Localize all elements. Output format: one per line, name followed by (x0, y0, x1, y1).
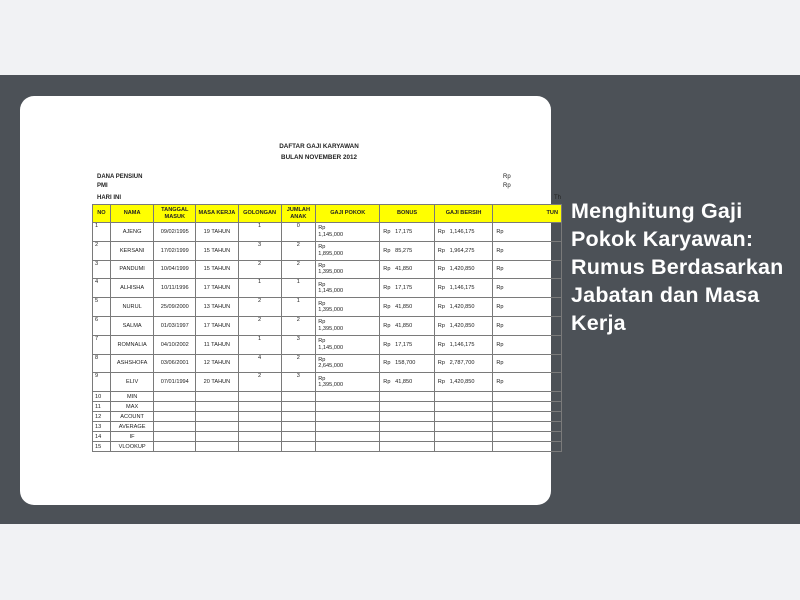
currency-label: Rp (437, 322, 445, 329)
currency-label: Rp (318, 356, 326, 363)
cell-empty (434, 422, 493, 432)
cell-gaji-pokok (316, 223, 380, 242)
cell-gaji-pokok (316, 373, 380, 392)
cell-empty (196, 442, 239, 452)
cell-gaji-bersih (434, 354, 493, 373)
cell-tanggal-masuk: 25/09/2000 (154, 298, 196, 317)
cell-no: 3 (93, 260, 111, 279)
cell-empty (154, 442, 196, 452)
summary-row (93, 442, 562, 452)
currency-label: Rp (437, 266, 445, 273)
cell-empty (316, 422, 380, 432)
cell-empty (238, 402, 281, 412)
sheet-title: DAFTAR GAJI KARYAWAN (279, 143, 359, 150)
currency-label: Rp (496, 322, 504, 329)
cell-bonus (380, 373, 435, 392)
cell-tanggal-masuk: 07/01/1994 (154, 373, 196, 392)
cell-golongan: 4 (238, 354, 281, 373)
bonus-value: 41,850 (395, 304, 413, 311)
cell-summary-label: AVERAGE (110, 422, 154, 432)
cell-empty (154, 422, 196, 432)
cell-jumlah-anak: 2 (281, 354, 316, 373)
cell-empty (434, 432, 493, 442)
cell-empty (493, 432, 562, 442)
currency-label: Rp (318, 244, 326, 251)
currency-label: Rp (318, 319, 326, 326)
sheet-period: BULAN NOVEMBER 2012 (281, 154, 357, 161)
cell-empty (281, 442, 316, 452)
cell-masa-kerja: 11 TAHUN (196, 335, 239, 354)
cell-masa-kerja: 17 TAHUN (196, 316, 239, 335)
cell-empty (154, 402, 196, 412)
cell-nama: ELIV (110, 373, 154, 392)
cell-gaji-pokok (316, 354, 380, 373)
cell-empty (196, 402, 239, 412)
table-row (93, 316, 562, 335)
gaji-pokok-value: 1,395,000 (318, 325, 344, 332)
bonus-value: 17,175 (395, 285, 413, 292)
gaji-bersih-value: 1,420,850 (449, 304, 475, 311)
gaji-bersih-value: 1,420,850 (449, 379, 475, 386)
cell-gaji-pokok (316, 279, 380, 298)
cell-gaji-bersih (434, 279, 493, 298)
currency-label: Rp (318, 300, 326, 307)
gaji-pokok-value: 2,645,000 (318, 363, 344, 370)
currency-label: Rp (496, 360, 504, 367)
cell-empty (493, 392, 562, 402)
summary-row (93, 412, 562, 422)
currency-label: Rp (383, 247, 391, 254)
cell-no: 9 (93, 373, 111, 392)
cell-tanggal-masuk: 03/06/2001 (154, 354, 196, 373)
cell-no: 2 (93, 241, 111, 260)
cell-empty (196, 432, 239, 442)
cell-nama: ASHSHOFA (110, 354, 154, 373)
cell-no: 5 (93, 298, 111, 317)
currency-label: Rp (496, 304, 504, 311)
cell-empty (316, 432, 380, 442)
currency-label: Rp (383, 379, 391, 386)
cell-tanggal-masuk: 04/10/2002 (154, 335, 196, 354)
currency-label: Rp (383, 304, 391, 311)
header-no: NO (93, 205, 111, 223)
currency-label: Rp (437, 247, 445, 254)
cell-empty (434, 392, 493, 402)
currency-label: Rp (496, 228, 504, 235)
cell-empty (434, 412, 493, 422)
cell-masa-kerja: 20 TAHUN (196, 373, 239, 392)
currency-label: Rp (383, 322, 391, 329)
cell-jumlah-anak: 3 (281, 335, 316, 354)
cell-empty (316, 392, 380, 402)
cell-bonus (380, 279, 435, 298)
cell-empty (196, 392, 239, 402)
cell-summary-label: ACOUNT (110, 412, 154, 422)
cell-gaji-pokok (316, 316, 380, 335)
label-rp-dana: Rp (503, 174, 511, 180)
currency-label: Rp (318, 225, 326, 232)
gaji-pokok-value: 1,145,000 (318, 231, 344, 238)
cell-empty (434, 442, 493, 452)
header-gaji-pokok: GAJI POKOK (316, 205, 380, 223)
cell-no: 7 (93, 335, 111, 354)
gaji-bersih-value: 1,146,175 (449, 228, 475, 235)
currency-label: Rp (318, 262, 326, 269)
header-jumlah-anak: JUMLAH ANAK (281, 205, 316, 223)
cell-gaji-pokok (316, 335, 380, 354)
cell-empty (281, 402, 316, 412)
gaji-pokok-value: 1,145,000 (318, 288, 344, 295)
article-title: Menghitung Gaji Pokok Karyawan: Rumus Berdasarkan Jabatan dan Masa Kerja (571, 199, 784, 335)
cell-no: 1 (93, 223, 111, 242)
cell-tunjangan (493, 223, 562, 242)
summary-row (93, 402, 562, 412)
cell-gaji-bersih (434, 373, 493, 392)
cell-tunjangan (493, 316, 562, 335)
cell-tanggal-masuk: 09/02/1995 (154, 223, 196, 242)
table-row (93, 223, 562, 242)
cell-bonus (380, 241, 435, 260)
cell-gaji-pokok (316, 298, 380, 317)
cell-empty (380, 442, 435, 452)
gaji-pokok-value: 1,145,000 (318, 344, 344, 351)
currency-label: Rp (383, 228, 391, 235)
cell-no: 4 (93, 279, 111, 298)
currency-label: Rp (437, 228, 445, 235)
cell-empty (380, 412, 435, 422)
cell-gaji-bersih (434, 241, 493, 260)
cell-empty (154, 432, 196, 442)
currency-label: Rp (496, 247, 504, 254)
cell-bonus (380, 223, 435, 242)
cell-tanggal-masuk: 10/11/1996 (154, 279, 196, 298)
bonus-value: 17,175 (395, 228, 413, 235)
cell-empty (281, 432, 316, 442)
cell-empty (154, 392, 196, 402)
salary-table (92, 204, 562, 452)
cell-tunjangan (493, 335, 562, 354)
cell-empty (380, 432, 435, 442)
cell-empty (238, 412, 281, 422)
bonus-value: 41,850 (395, 379, 413, 386)
cell-no: 14 (93, 432, 111, 442)
cell-tunjangan (493, 279, 562, 298)
cell-summary-label: MAX (110, 402, 154, 412)
cell-empty (238, 422, 281, 432)
table-row (93, 335, 562, 354)
cell-empty (380, 392, 435, 402)
cell-empty (196, 422, 239, 432)
gaji-bersih-value: 1,964,275 (449, 247, 475, 254)
gaji-bersih-value: 1,146,175 (449, 341, 475, 348)
cell-nama: AJENG (110, 223, 154, 242)
cell-no: 11 (93, 402, 111, 412)
cell-golongan: 2 (238, 298, 281, 317)
cell-masa-kerja: 17 TAHUN (196, 279, 239, 298)
cell-nama: KERSANI (110, 241, 154, 260)
cell-no: 8 (93, 354, 111, 373)
cell-empty (434, 402, 493, 412)
cell-gaji-bersih (434, 335, 493, 354)
bonus-value: 158,700 (395, 360, 416, 367)
spreadsheet-image-card (20, 96, 562, 505)
cell-empty (196, 412, 239, 422)
cell-tunjangan (493, 260, 562, 279)
summary-row (93, 392, 562, 402)
cell-jumlah-anak: 2 (281, 241, 316, 260)
cell-gaji-pokok (316, 241, 380, 260)
cell-summary-label: IF (110, 432, 154, 442)
cell-bonus (380, 260, 435, 279)
cell-bonus (380, 298, 435, 317)
bonus-value: 85,275 (395, 247, 413, 254)
cell-no: 6 (93, 316, 111, 335)
cell-golongan: 2 (238, 373, 281, 392)
cell-tunjangan (493, 241, 562, 260)
currency-label: Rp (318, 375, 326, 382)
cell-golongan: 2 (238, 260, 281, 279)
currency-label: Rp (383, 341, 391, 348)
cell-tanggal-masuk: 17/02/1999 (154, 241, 196, 260)
table-row (93, 298, 562, 317)
cell-gaji-bersih (434, 298, 493, 317)
cell-gaji-bersih (434, 223, 493, 242)
cell-golongan: 1 (238, 335, 281, 354)
currency-label: Rp (318, 338, 326, 345)
currency-label: Rp (437, 304, 445, 311)
label-rp-pmi: Rp (503, 183, 511, 189)
cell-nama: ROMNALIA (110, 335, 154, 354)
currency-label: Rp (496, 379, 504, 386)
cell-nama: SALMA (110, 316, 154, 335)
cell-nama: PANDUMI (110, 260, 154, 279)
cell-empty (281, 412, 316, 422)
gaji-bersih-value: 2,787,700 (449, 360, 475, 367)
summary-row (93, 432, 562, 442)
cell-empty (316, 402, 380, 412)
gaji-bersih-value: 1,146,175 (449, 285, 475, 292)
cell-empty (154, 412, 196, 422)
cell-gaji-pokok (316, 260, 380, 279)
currency-label: Rp (383, 360, 391, 367)
header-bonus: BONUS (380, 205, 435, 223)
cell-tunjangan (493, 354, 562, 373)
label-th: Th (554, 195, 562, 201)
bonus-value: 17,175 (395, 341, 413, 348)
currency-label: Rp (437, 379, 445, 386)
gaji-pokok-value: 1,395,000 (318, 307, 344, 314)
cell-empty (238, 442, 281, 452)
cell-empty (281, 392, 316, 402)
header-gaji-bersih: GAJI BERSIH (434, 205, 493, 223)
cell-tunjangan (493, 373, 562, 392)
cell-no: 13 (93, 422, 111, 432)
cell-empty (493, 402, 562, 412)
cell-empty (316, 412, 380, 422)
cell-no: 15 (93, 442, 111, 452)
cell-tanggal-masuk: 10/04/1999 (154, 260, 196, 279)
cell-golongan: 1 (238, 223, 281, 242)
currency-label: Rp (496, 285, 504, 292)
cell-masa-kerja: 13 TAHUN (196, 298, 239, 317)
cell-masa-kerja: 15 TAHUN (196, 260, 239, 279)
currency-label: Rp (496, 341, 504, 348)
header-tanggal-masuk: TANGGAL MASUK (154, 205, 196, 223)
cell-jumlah-anak: 3 (281, 373, 316, 392)
cell-jumlah-anak: 0 (281, 223, 316, 242)
cell-empty (316, 442, 380, 452)
table-row (93, 354, 562, 373)
cell-empty (493, 442, 562, 452)
cell-jumlah-anak: 2 (281, 260, 316, 279)
table-header-row (93, 205, 562, 223)
cell-summary-label: VLOOKUP (110, 442, 154, 452)
cell-empty (238, 432, 281, 442)
cell-nama: ALHISHA (110, 279, 154, 298)
label-dana-pensiun: DANA PENSIUN (97, 174, 143, 180)
currency-label: Rp (496, 266, 504, 273)
label-hari-ini: HARI INI (97, 195, 121, 201)
cell-bonus (380, 354, 435, 373)
cell-empty (380, 422, 435, 432)
bonus-value: 41,850 (395, 322, 413, 329)
gaji-pokok-value: 1,895,000 (318, 250, 344, 257)
gaji-pokok-value: 1,395,000 (318, 382, 344, 389)
cell-empty (238, 392, 281, 402)
cell-jumlah-anak: 1 (281, 279, 316, 298)
cell-masa-kerja: 12 TAHUN (196, 354, 239, 373)
gaji-bersih-value: 1,420,850 (449, 266, 475, 273)
table-row (93, 241, 562, 260)
table-row (93, 373, 562, 392)
cell-empty (380, 402, 435, 412)
cell-empty (493, 422, 562, 432)
cell-golongan: 1 (238, 279, 281, 298)
cell-masa-kerja: 15 TAHUN (196, 241, 239, 260)
cell-bonus (380, 335, 435, 354)
cell-gaji-bersih (434, 316, 493, 335)
cell-jumlah-anak: 1 (281, 298, 316, 317)
label-pmi: PMI (97, 183, 108, 189)
cell-tunjangan (493, 298, 562, 317)
currency-label: Rp (318, 281, 326, 288)
cell-summary-label: MIN (110, 392, 154, 402)
cell-golongan: 3 (238, 241, 281, 260)
cell-gaji-bersih (434, 260, 493, 279)
cell-jumlah-anak: 2 (281, 316, 316, 335)
cell-empty (493, 412, 562, 422)
cell-empty (281, 422, 316, 432)
cell-nama: NURUL (110, 298, 154, 317)
currency-label: Rp (437, 341, 445, 348)
currency-label: Rp (383, 285, 391, 292)
gaji-bersih-value: 1,420,850 (449, 322, 475, 329)
header-golongan: GOLONGAN (238, 205, 281, 223)
bonus-value: 41,850 (395, 266, 413, 273)
table-row (93, 279, 562, 298)
cell-no: 10 (93, 392, 111, 402)
cell-golongan: 2 (238, 316, 281, 335)
header-masa-kerja: MASA KERJA (196, 205, 239, 223)
header-nama: NAMA (110, 205, 154, 223)
summary-row (93, 422, 562, 432)
currency-label: Rp (437, 360, 445, 367)
cell-masa-kerja: 19 TAHUN (196, 223, 239, 242)
currency-label: Rp (383, 266, 391, 273)
spreadsheet (92, 96, 562, 505)
cell-no: 12 (93, 412, 111, 422)
header-tunjangan: TUN (493, 205, 562, 223)
cell-tanggal-masuk: 01/03/1997 (154, 316, 196, 335)
cell-bonus (380, 316, 435, 335)
gaji-pokok-value: 1,395,000 (318, 269, 344, 276)
currency-label: Rp (437, 285, 445, 292)
table-row (93, 260, 562, 279)
